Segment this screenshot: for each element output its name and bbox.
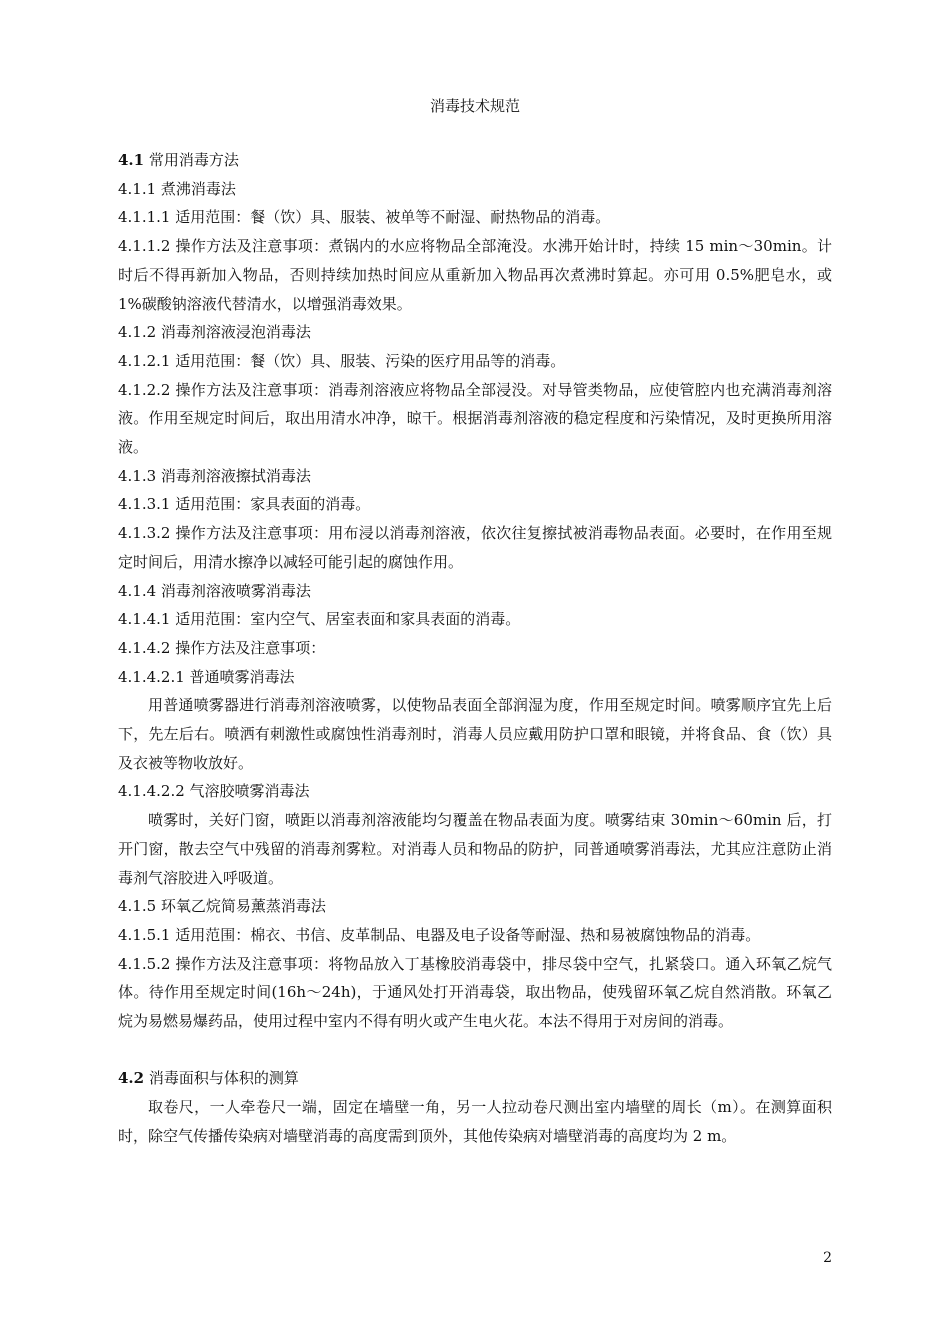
clause-4-1-2-2: 4.1.2.2 操作方法及注意事项：消毒剂溶液应将物品全部浸没。对导管类物品，应使管腔内也充满消毒剂溶液。作用至规定时间后，取出用清水冲净，晾干。根据消毒剂溶液的稳定程度和污染情况，及时更换所用溶液。 bbox=[118, 380, 832, 457]
clause-4-1-4-2: 4.1.4.2 操作方法及注意事项： bbox=[118, 638, 326, 657]
clause-4-1-2-1: 4.1.2.1 适用范围：餐（饮）具、服装、污染的医疗用品等的消毒。 bbox=[118, 351, 566, 370]
subsection-heading-4-1-3: 4.1.3 消毒剂溶液擦拭消毒法 bbox=[118, 466, 311, 485]
clause-4-1-3-1: 4.1.3.1 适用范围：家具表面的消毒。 bbox=[118, 495, 371, 514]
subsection-heading-4-1-5: 4.1.5 环氧乙烷简易薰蒸消毒法 bbox=[118, 897, 326, 916]
clause-4-1-3-2: 4.1.3.2 操作方法及注意事项：用布浸以消毒剂溶液，依次往复擦拭被消毒物品表面。必要时，在作用至规定时间后，用清水擦净以减轻可能引起的腐蚀作用。 bbox=[118, 524, 832, 571]
section-label: 常用消毒方法 bbox=[148, 151, 239, 169]
section-number: 4.1 bbox=[118, 151, 145, 169]
paragraph-4-2: 取卷尺，一人牵卷尺一端，固定在墙壁一角，另一人拉动卷尺测出室内墙壁的周长（m）。在测算面积时，除空气传播传染病对墙壁消毒的高度需到顶外，其他传染病对墙壁消毒的高度均为 2 m。 bbox=[118, 1098, 832, 1145]
clause-4-1-4-2-1: 4.1.4.2.1 普通喷雾消毒法 bbox=[118, 667, 295, 686]
subsection-heading-4-1-1: 4.1.1 煮沸消毒法 bbox=[118, 179, 236, 198]
section-label: 消毒面积与体积的测算 bbox=[148, 1069, 299, 1088]
section-spacer bbox=[118, 1036, 832, 1065]
page-number: 2 bbox=[823, 1250, 832, 1266]
subsection-heading-4-1-4: 4.1.4 消毒剂溶液喷雾消毒法 bbox=[118, 581, 311, 600]
document-title: 消毒技术规范 bbox=[429, 97, 520, 115]
paragraph-4-1-4-2-2: 喷雾时，关好门窗，喷距以消毒剂溶液能均匀覆盖在物品表面为度。喷雾结束 30min～60min 后，打开门窗，散去空气中残留的消毒剂雾粒。对消毒人员和物品的防护，同普通喷雾消毒法，尤其应注意防止消毒剂气溶胶进入呼吸道。 bbox=[118, 811, 832, 887]
paragraph-4-1-4-2-1: 用普通喷雾器进行消毒剂溶液喷雾，以使物品表面全部润湿为度，作用至规定时间。喷雾顺序宜先上后下，先左后右。喷洒有刺激性或腐蚀性消毒剂时，消毒人员应戴用防护口罩和眼镜，并将食品、食（饮）具及衣被等物收放好。 bbox=[118, 696, 832, 772]
clause-4-1-5-1: 4.1.5.1 适用范围：棉衣、书信、皮革制品、电器及电子设备等耐湿、热和易被腐蚀物品的消毒。 bbox=[118, 925, 761, 944]
clause-4-1-4-2-2: 4.1.4.2.2 气溶胶喷雾消毒法 bbox=[118, 782, 310, 801]
clause-4-1-1-1: 4.1.1.1 适用范围：餐（饮）具、服装、被单等不耐湿、耐热物品的消毒。 bbox=[118, 208, 611, 227]
clause-4-1-1-2: 4.1.1.2 操作方法及注意事项：煮锅内的水应将物品全部淹没。水沸开始计时，持续 15 min～30min。计时后不得再新加入物品，否则持续加热时间应从重新加入物品再次煮沸时算起。亦可用 0.5%肥皂水，或 1%碳酸钠溶液代替清水，以增强消毒效果。 bbox=[118, 237, 832, 313]
subsection-heading-4-1-2: 4.1.2 消毒剂溶液浸泡消毒法 bbox=[118, 323, 311, 342]
section-heading-4-2 bbox=[118, 1064, 832, 1093]
clause-4-1-4-1: 4.1.4.1 适用范围：室内空气、居室表面和家具表面的消毒。 bbox=[118, 610, 521, 629]
section-heading-4-1 bbox=[118, 146, 832, 175]
section-number: 4.2 bbox=[118, 1069, 145, 1088]
document-body bbox=[118, 146, 832, 1151]
clause-4-1-5-2: 4.1.5.2 操作方法及注意事项：将物品放入丁基橡胶消毒袋中，排尽袋中空气，扎紧袋口。通入环氧乙烷气体。待作用至规定时间(16h～24h)，于通风处打开消毒袋，取出物品，使残留环氧乙烷自然消散。环氧乙烷为易燃易爆药品，使用过程中室内不得有明火或产生电火花。本法不得用于对房间的消毒。 bbox=[118, 954, 832, 1031]
